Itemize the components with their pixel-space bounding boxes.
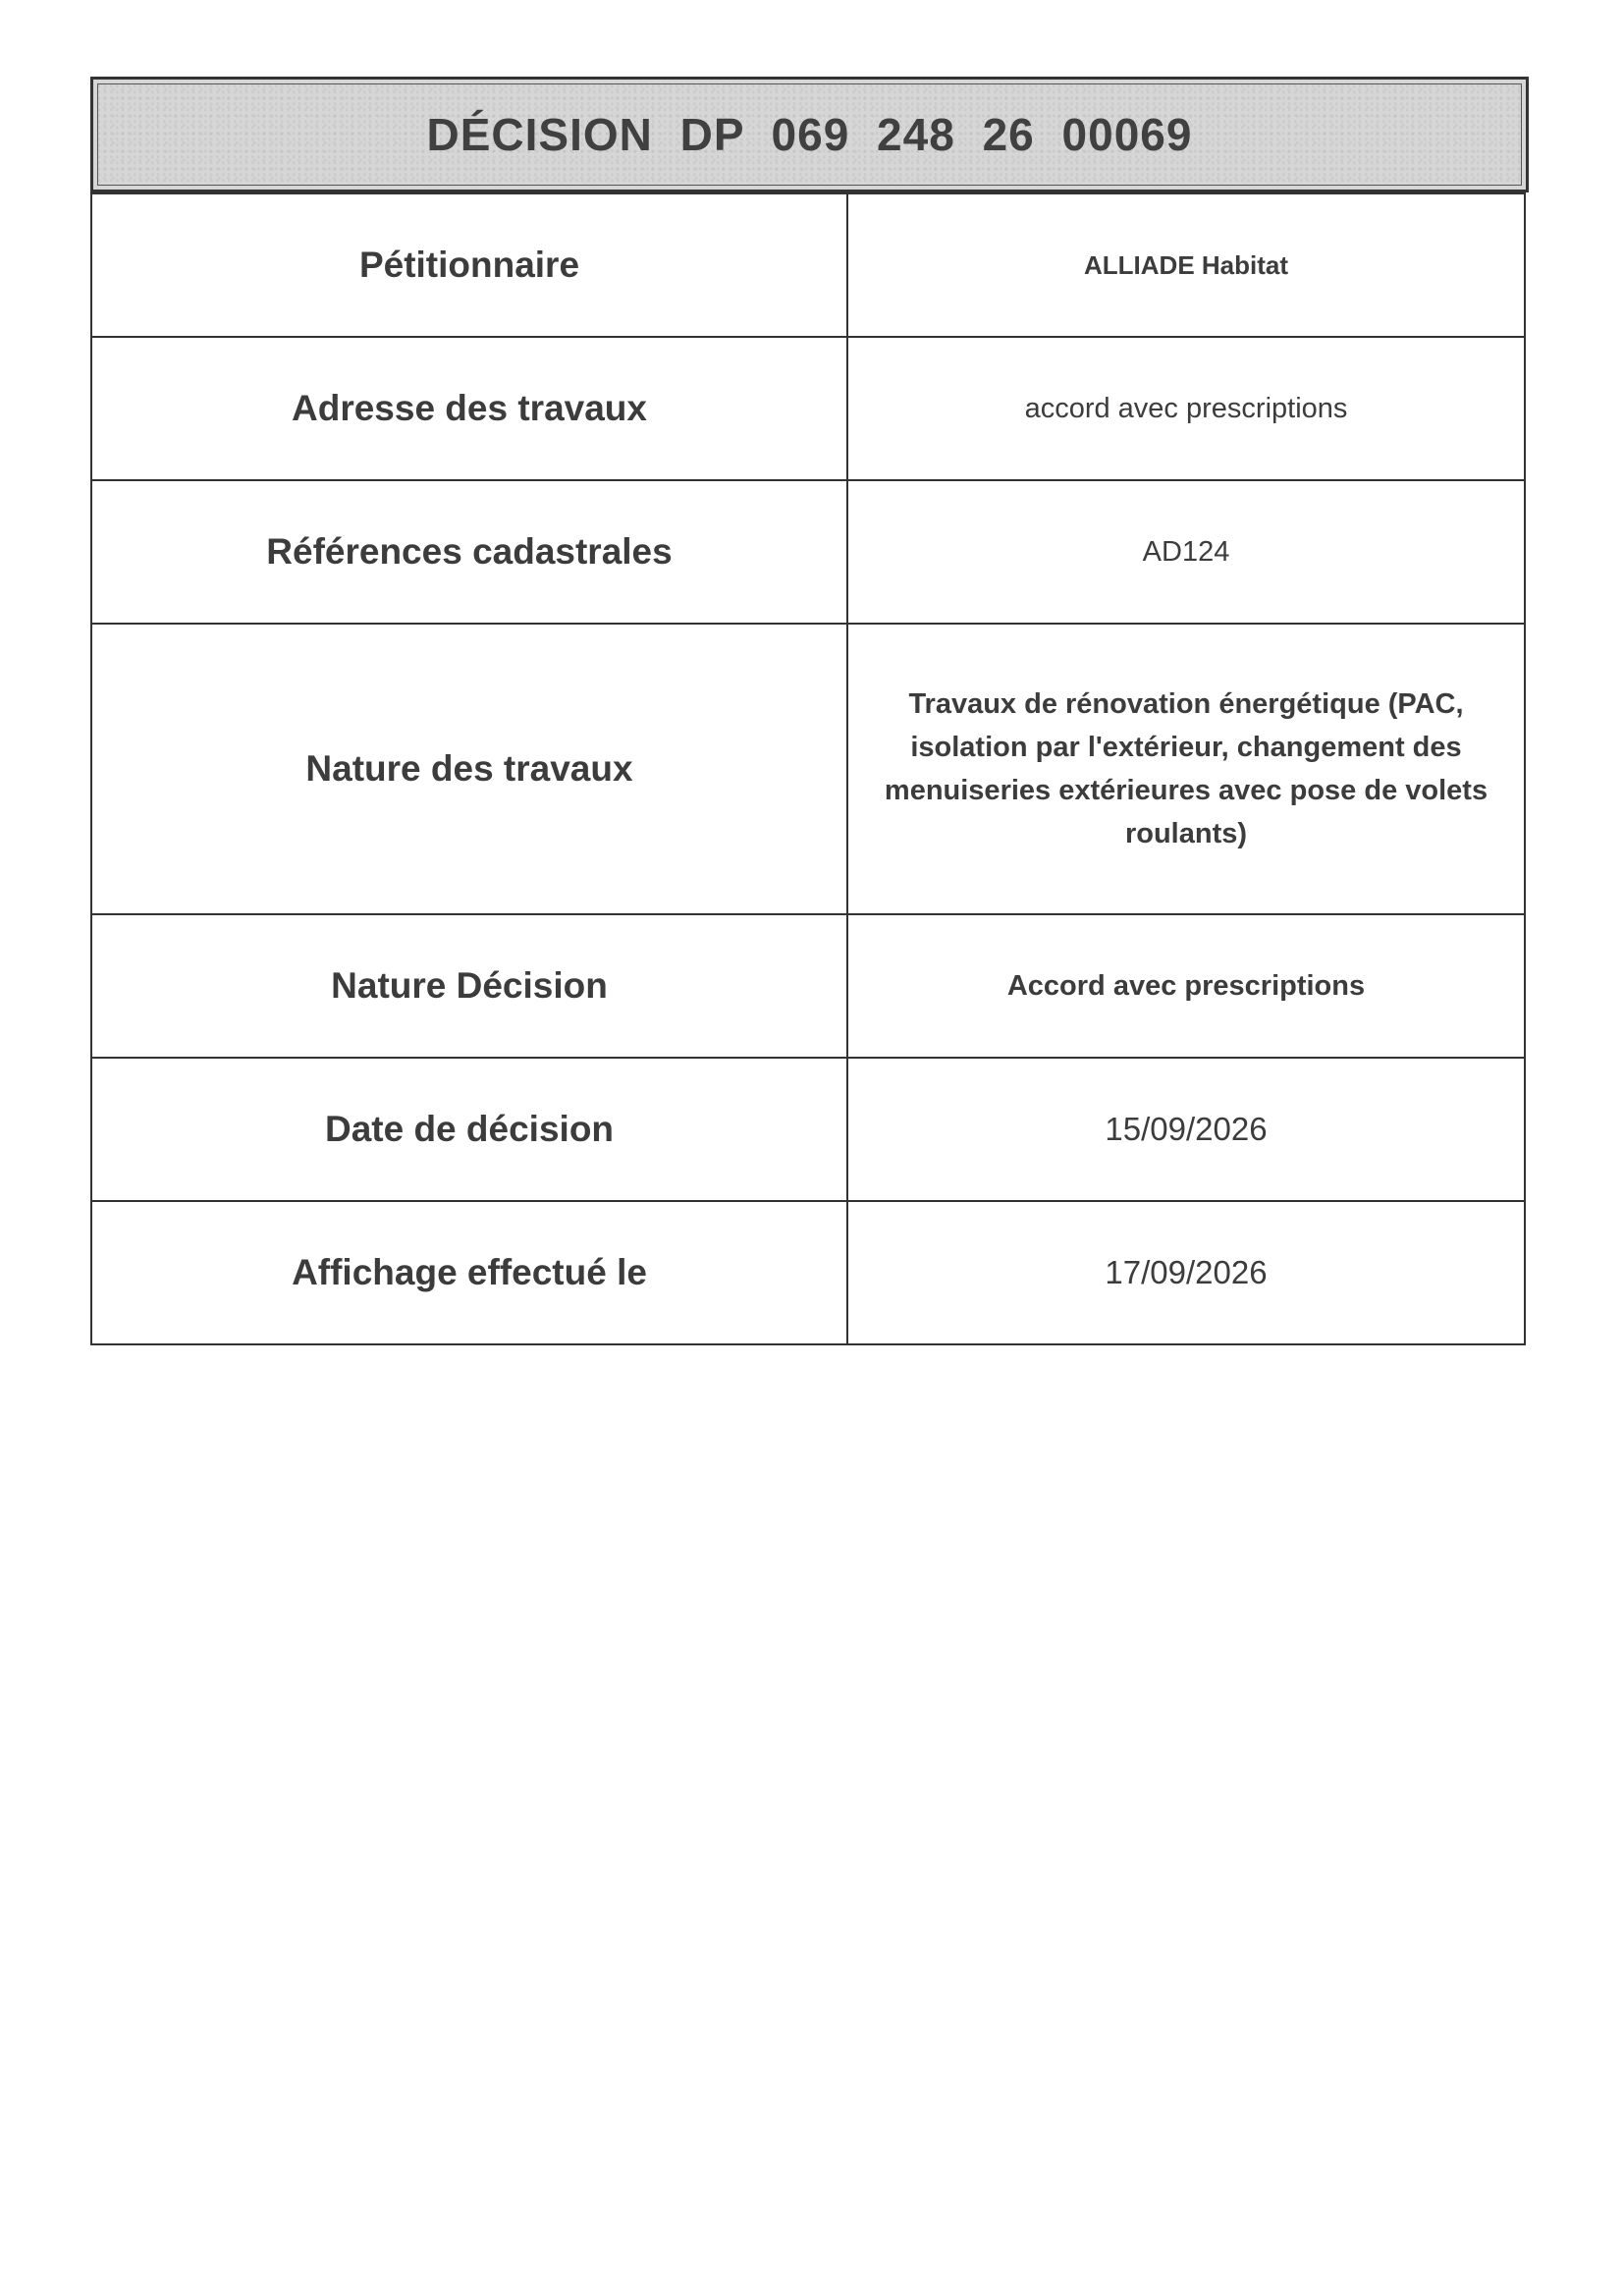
row-label: Affichage effectué le <box>91 1201 847 1344</box>
table-row-nature-travaux <box>91 624 1525 914</box>
decision-header <box>90 77 1529 192</box>
table-row-petitionnaire <box>91 193 1525 337</box>
row-value: Travaux de rénovation énergétique (PAC, isolation par l'extérieur, changement des menuiseries extérieures avec pose de volets roulants) <box>847 624 1525 914</box>
row-label: Date de décision <box>91 1058 847 1201</box>
row-label: Pétitionnaire <box>91 193 847 337</box>
row-value: Accord avec prescriptions <box>847 914 1525 1058</box>
table-row-adresse <box>91 337 1525 480</box>
row-label: Adresse des travaux <box>91 337 847 480</box>
row-label: Nature des travaux <box>91 624 847 914</box>
row-value: accord avec prescriptions <box>847 337 1525 480</box>
table-row-nature-decision <box>91 914 1525 1058</box>
table-row-affichage <box>91 1201 1525 1344</box>
row-label: Nature Décision <box>91 914 847 1058</box>
table-row-references <box>91 480 1525 624</box>
row-value: ALLIADE Habitat <box>847 193 1525 337</box>
row-value: 17/09/2026 <box>847 1201 1525 1344</box>
table-row-date-decision <box>91 1058 1525 1201</box>
row-value: AD124 <box>847 480 1525 624</box>
row-value: 15/09/2026 <box>847 1058 1525 1201</box>
decision-table <box>90 192 1526 1345</box>
decision-title: DÉCISION DP 069 248 26 00069 <box>426 109 1193 160</box>
decision-header-inner <box>97 83 1522 186</box>
row-label: Références cadastrales <box>91 480 847 624</box>
